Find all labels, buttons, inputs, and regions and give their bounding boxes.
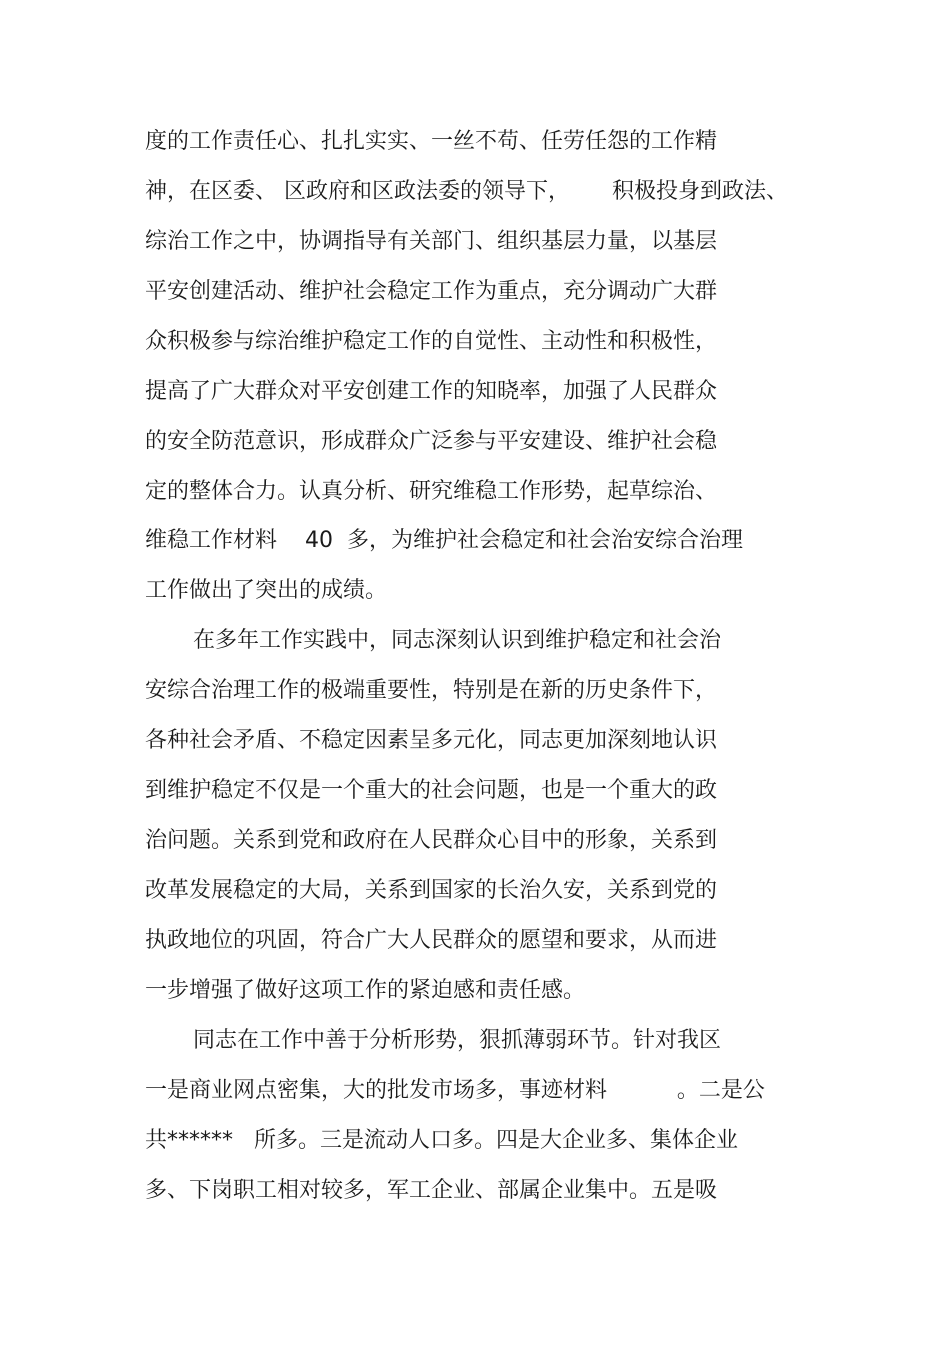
text-line: 多、下岗职工相对较多，军工企业、部属企业集中。五是吸 bbox=[145, 1178, 718, 1203]
text-line: 定的整体合力。认真分析、研究维稳工作形势，起草综治、 bbox=[145, 479, 718, 504]
text-line: 提高了广大群众对平安创建工作的知晓率，加强了人民群众 bbox=[145, 379, 718, 404]
text-line: 安综合治理工作的极端重要性，特别是在新的历史条件下， bbox=[145, 678, 718, 703]
text-line: 一是商业网点密集，大的批发市场多，事迹材料 。二是公 bbox=[145, 1078, 765, 1103]
text-line: 综治工作之中，协调指导有关部门、组织基层力量，以基层 bbox=[145, 229, 718, 254]
text-line: 共****** 所多。三是流动人口多。四是大企业多、集体企业 bbox=[145, 1128, 738, 1153]
text-line: 平安创建活动、维护社会稳定工作为重点，充分调动广大群 bbox=[145, 279, 718, 304]
text-line: 各种社会矛盾、不稳定因素呈多元化，同志更加深刻地认识 bbox=[145, 728, 718, 753]
text-line: 度的工作责任心、扎扎实实、一丝不苟、任劳任怨的工作精 bbox=[145, 129, 718, 154]
paragraph-start-line: 在多年工作实践中，同志深刻认识到维护稳定和社会治 bbox=[193, 628, 722, 653]
text-line: 到维护稳定不仅是一个重大的社会问题，也是一个重大的政 bbox=[145, 778, 718, 803]
text-line: 一步增强了做好这项工作的紧迫感和责任感。 bbox=[145, 978, 586, 1003]
text-line: 执政地位的巩固，符合广大人民群众的愿望和要求，从而进 bbox=[145, 928, 718, 953]
text-line: 治问题。关系到党和政府在人民群众心目中的形象，关系到 bbox=[145, 828, 718, 853]
text-line: 神，在区委、 区政府和区政法委的领导下， 积极投身到政法、 bbox=[145, 179, 788, 204]
text-line: 的安全防范意识，形成群众广泛参与平安建设、维护社会稳 bbox=[145, 429, 718, 454]
paragraph-start-line: 同志在工作中善于分析形势，狠抓薄弱环节。针对我区 bbox=[193, 1028, 722, 1053]
text-line: 改革发展稳定的大局，关系到国家的长治久安，关系到党的 bbox=[145, 878, 718, 903]
text-line: 维稳工作材料 40 多，为维护社会稳定和社会治安综合治理 bbox=[145, 528, 743, 553]
text-line: 众积极参与综治维护稳定工作的自觉性、主动性和积极性， bbox=[145, 329, 718, 354]
text-line: 工作做出了突出的成绩。 bbox=[145, 578, 388, 603]
